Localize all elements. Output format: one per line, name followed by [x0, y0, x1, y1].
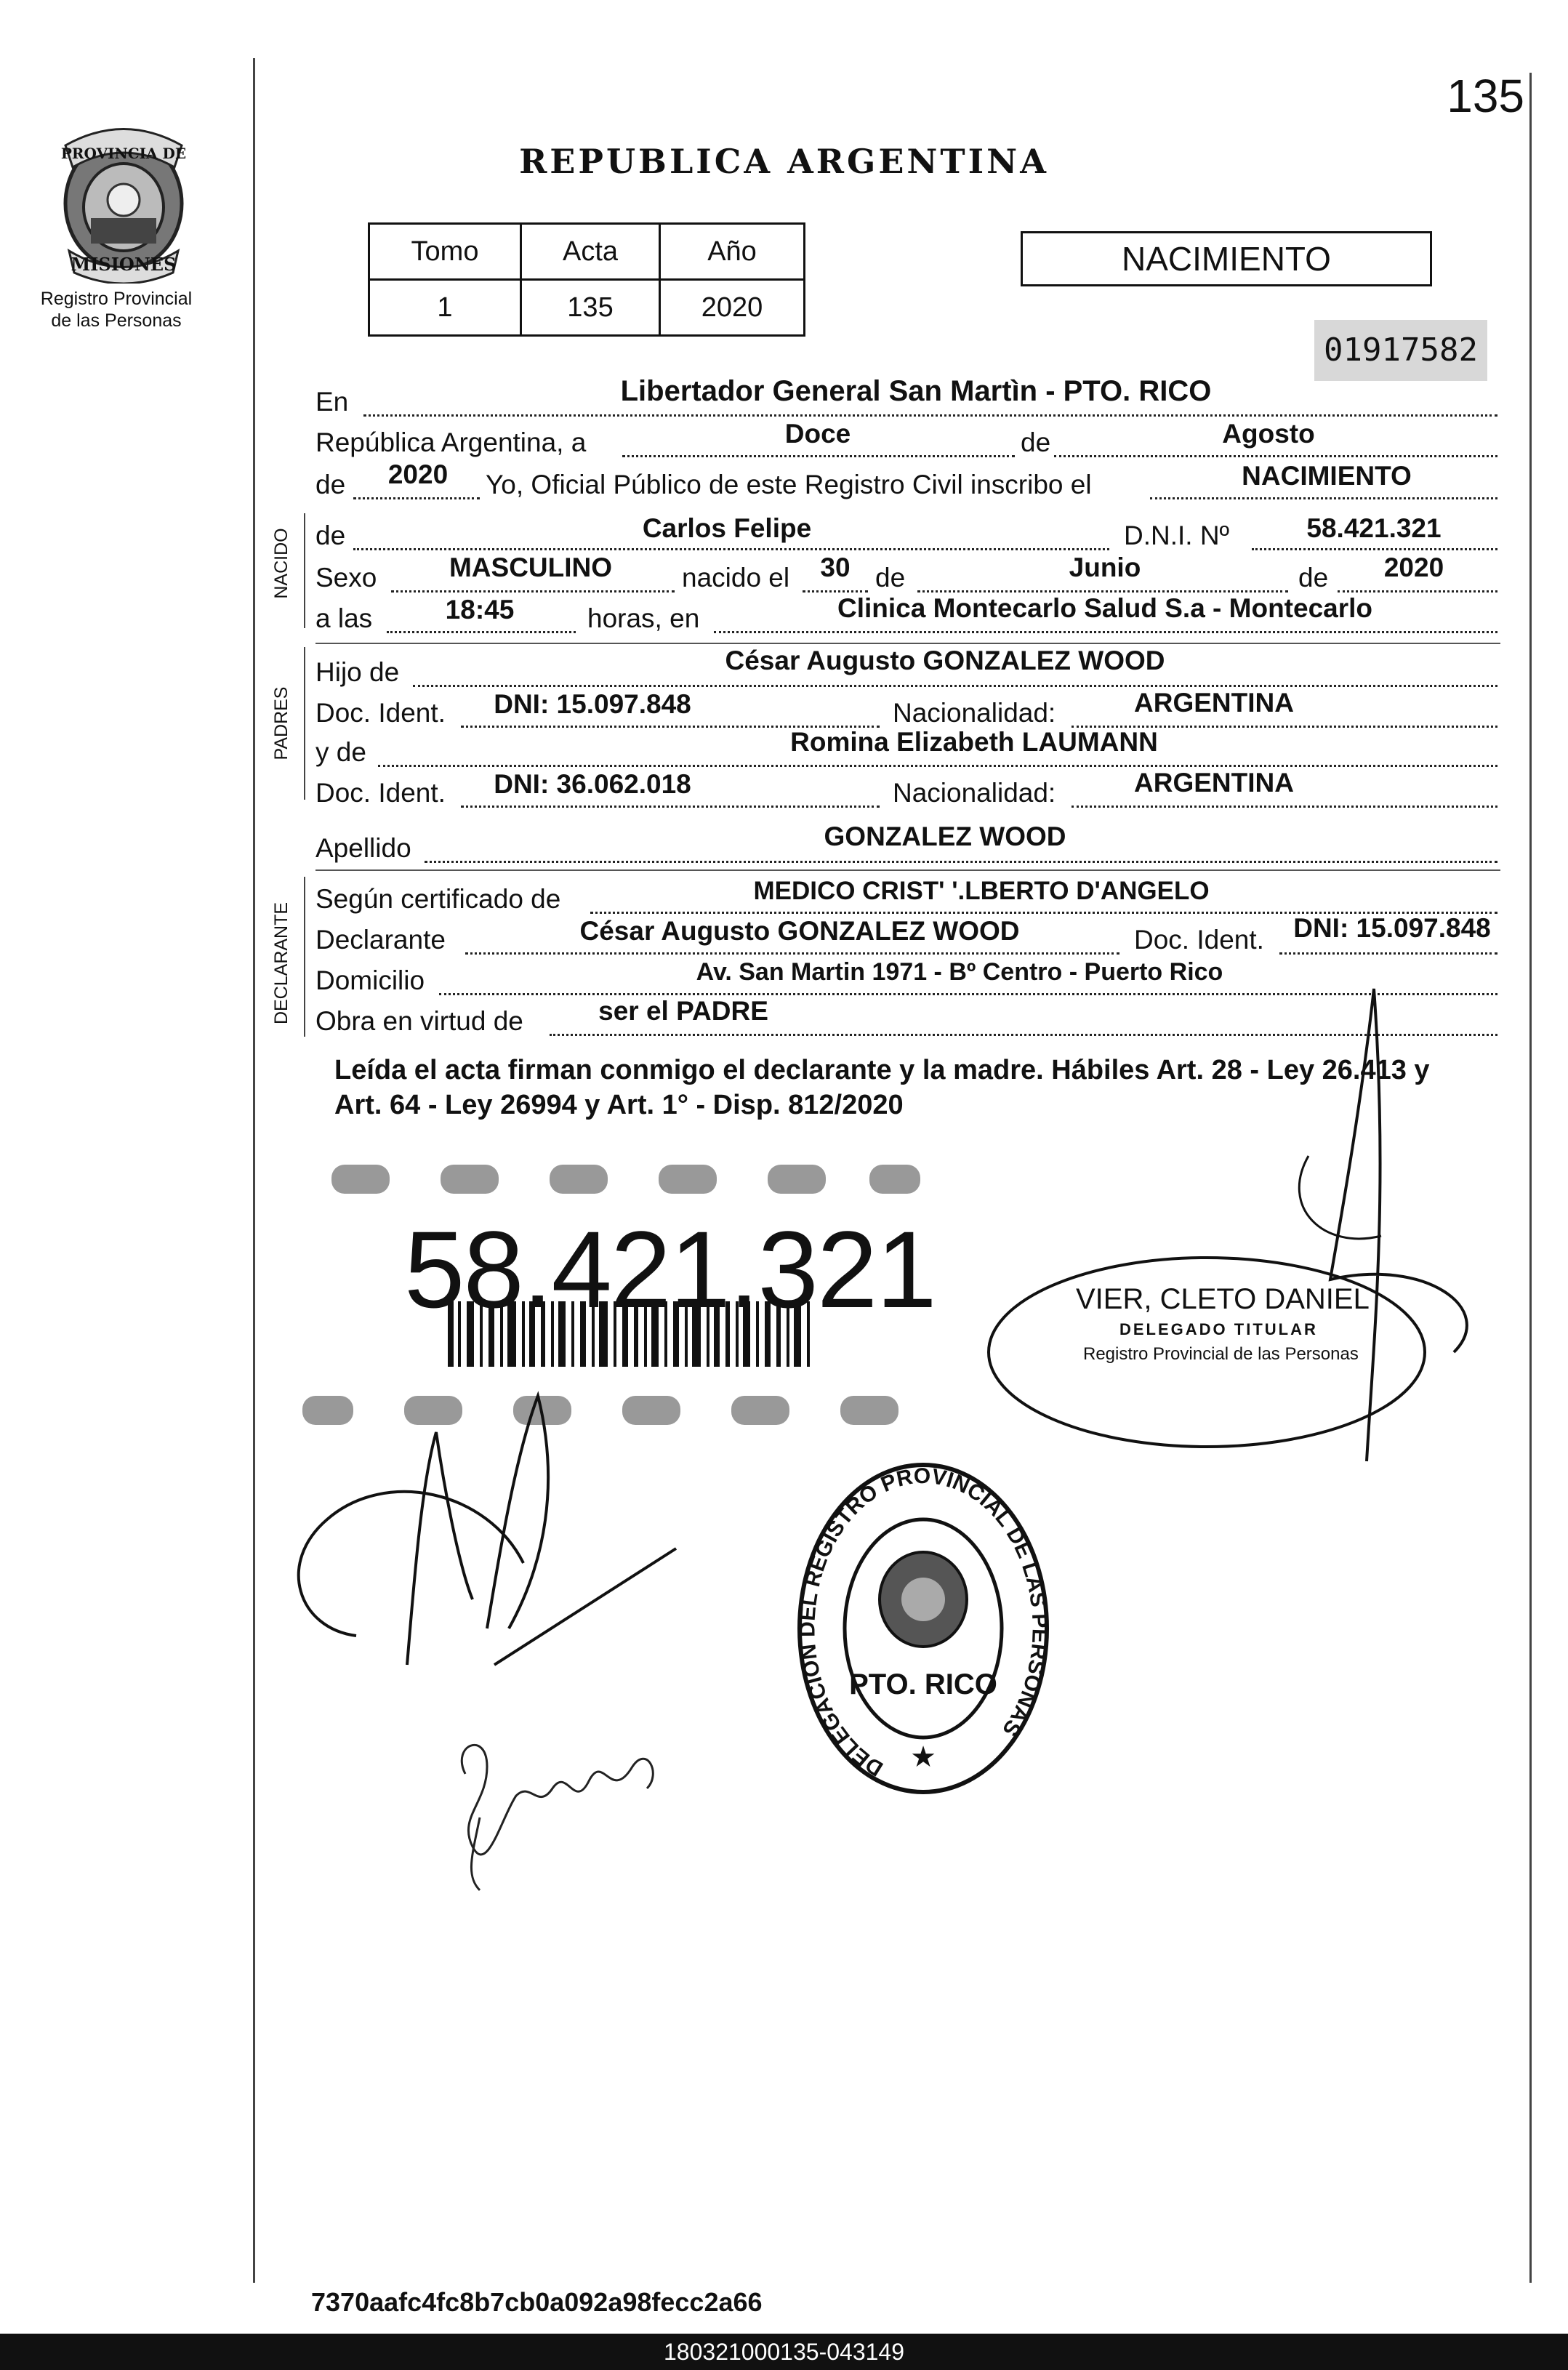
nacido-el-label: nacido el	[682, 563, 790, 592]
a-las-label: a las	[315, 603, 373, 633]
dotted-line	[1072, 806, 1497, 808]
dotted-line	[714, 631, 1497, 633]
serial-number: 01917582	[1314, 320, 1487, 381]
inscribo-value: NACIMIENTO	[1242, 461, 1412, 491]
declarante-label: Declarante	[315, 925, 446, 955]
horas-en-label: horas, en	[587, 603, 700, 633]
svg-text:PTO. RICO: PTO. RICO	[849, 1668, 997, 1700]
registry-seal	[792, 1454, 1054, 1803]
svg-text:VIER, CLETO DANIEL: VIER, CLETO DANIEL	[1076, 1283, 1370, 1315]
anio-header: Año	[660, 224, 805, 280]
de-label: de	[1298, 563, 1329, 592]
nacionalidad-label: Nacionalidad:	[893, 698, 1056, 728]
month-value: Agosto	[1222, 419, 1315, 449]
mother-nationality-value: ARGENTINA	[1134, 768, 1294, 798]
dotted-line	[378, 765, 1497, 767]
section-bracket	[304, 877, 305, 1037]
father-nationality-value: ARGENTINA	[1134, 688, 1294, 718]
inscribo-label: Yo, Oficial Público de este Registro Civil inscribo el	[486, 470, 1092, 499]
de-label: de	[1021, 427, 1051, 457]
section-separator	[315, 643, 1500, 644]
nacionalidad-label: Nacionalidad:	[893, 778, 1056, 808]
domicilio-label: Domicilio	[315, 965, 425, 995]
document-title: REPUBLICA ARGENTINA	[519, 142, 1049, 181]
dotted-line	[1054, 455, 1497, 457]
svg-text:MISIONES: MISIONES	[71, 254, 177, 275]
registry-name: Registro Provincial de las Personas	[40, 289, 193, 331]
de-label: de	[315, 470, 346, 499]
svg-text:PROVINCIA DE: PROVINCIA DE	[60, 145, 187, 162]
birth-time-value: 18:45	[445, 595, 515, 624]
birth-day-value: 30	[820, 553, 851, 582]
tomo-value: 1	[369, 280, 521, 336]
declarante-doc-value: DNI: 15.097.848	[1293, 913, 1491, 943]
obra-value: ser el PADRE	[598, 996, 768, 1026]
dotted-line	[425, 861, 1497, 863]
padres-section-label: PADRES	[271, 686, 292, 760]
dotted-line	[465, 952, 1119, 955]
sexo-value: MASCULINO	[449, 553, 613, 582]
dotted-line	[363, 414, 1497, 417]
mother-name-value: Romina Elizabeth LAUMANN	[790, 727, 1158, 757]
surname-value: GONZALEZ WOOD	[824, 822, 1066, 851]
en-label: En	[315, 387, 349, 417]
day-value: Doce	[784, 419, 851, 449]
hijo-de-label: Hijo de	[315, 657, 400, 687]
declarante-value: César Augusto GONZALEZ WOOD	[579, 916, 1020, 946]
declarante-doc-label: Doc. Ident.	[1134, 925, 1264, 955]
left-margin-line	[253, 58, 255, 2283]
section-separator	[315, 869, 1500, 871]
document-hash: 7370aafc4fc8b7cb0a092a98fecc2a66	[311, 2287, 763, 2317]
certificado-value: MEDICO CRIST' '.LBERTO D'ANGELO	[753, 877, 1210, 905]
mother-doc-value: DNI: 36.062.018	[494, 769, 691, 799]
legal-text: Leída el acta firman conmigo el declarante y la madre. Hábiles Art. 28 - Ley 26.413 y Art. 64 - Ley 26994 y Art. 1° - Disp. 812/2020	[334, 1055, 1430, 1120]
republica-label: República Argentina, a	[315, 427, 587, 457]
sexo-label: Sexo	[315, 563, 377, 592]
record-type-box: NACIMIENTO	[1021, 231, 1432, 286]
dotted-line	[391, 590, 675, 592]
anio-value: 2020	[660, 280, 805, 336]
signature-declarante	[269, 1323, 705, 1701]
dotted-line	[353, 548, 1109, 550]
dotted-line	[1252, 548, 1497, 550]
dotted-line	[461, 806, 880, 808]
dni-value: 58.421.321	[1306, 513, 1442, 543]
acta-value: 135	[521, 280, 660, 336]
dotted-line	[803, 590, 868, 592]
dotted-line	[917, 590, 1288, 592]
doc-ident-label: Doc. Ident.	[315, 778, 446, 808]
svg-text:DELEGADO TITULAR: DELEGADO TITULAR	[1119, 1320, 1318, 1338]
father-doc-value: DNI: 15.097.848	[494, 689, 691, 719]
dotted-line	[387, 631, 576, 633]
svg-text:DELEGACION DEL REGISTRO PROVIN: DELEGACION DEL REGISTRO PROVINCIAL DE LAS PERSONAS	[795, 1463, 1052, 1781]
acta-header: Acta	[521, 224, 660, 280]
year-value: 2020	[387, 459, 449, 489]
obra-label: Obra en virtud de	[315, 1006, 523, 1036]
dotted-line	[1279, 952, 1497, 955]
dotted-line	[1338, 590, 1497, 592]
declarante-section-label: DECLARANTE	[271, 901, 292, 1025]
doc-ident-label: Doc. Ident.	[315, 698, 446, 728]
dotted-line	[353, 497, 480, 499]
birth-month-value: Junio	[1069, 553, 1141, 582]
certificado-label: Según certificado de	[315, 884, 561, 914]
y-de-label: y de	[315, 737, 366, 767]
section-bracket	[304, 647, 305, 800]
svg-text:Registro Provincial de las Per: Registro Provincial de las Personas	[1083, 1344, 1359, 1364]
domicilio-value: Av. San Martin 1971 - Bº Centro - Puerto Rico	[696, 958, 1223, 986]
page-number: 135	[1447, 70, 1524, 122]
signature-madre	[443, 1701, 676, 1905]
nacido-section-label: NACIDO	[271, 528, 292, 599]
birth-year-value: 2020	[1383, 553, 1444, 582]
svg-text:★: ★	[910, 1741, 936, 1773]
dni-label: D.N.I. Nº	[1124, 521, 1230, 550]
signature-oficial	[1192, 974, 1512, 1483]
book-reference-table	[368, 222, 805, 337]
barcode-number: 58.421.321	[404, 1208, 936, 1330]
name-de-label: de	[315, 521, 346, 550]
dotted-line	[622, 455, 1015, 457]
section-bracket	[304, 513, 305, 628]
apellido-label: Apellido	[315, 833, 411, 863]
child-name-value: Carlos Felipe	[642, 513, 812, 543]
footer-code: 180321000135-043149	[0, 2334, 1568, 2370]
birth-place-value: Clinica Montecarlo Salud S.a - Montecarlo	[837, 593, 1373, 623]
dotted-line	[1150, 497, 1497, 499]
de-label: de	[875, 563, 906, 592]
right-margin-line	[1529, 73, 1532, 2283]
dotted-line	[413, 685, 1497, 687]
place-value: Libertador General San Martìn - PTO. RICO	[620, 375, 1212, 407]
father-name-value: César Augusto GONZALEZ WOOD	[725, 646, 1165, 675]
tomo-header: Tomo	[369, 224, 521, 280]
